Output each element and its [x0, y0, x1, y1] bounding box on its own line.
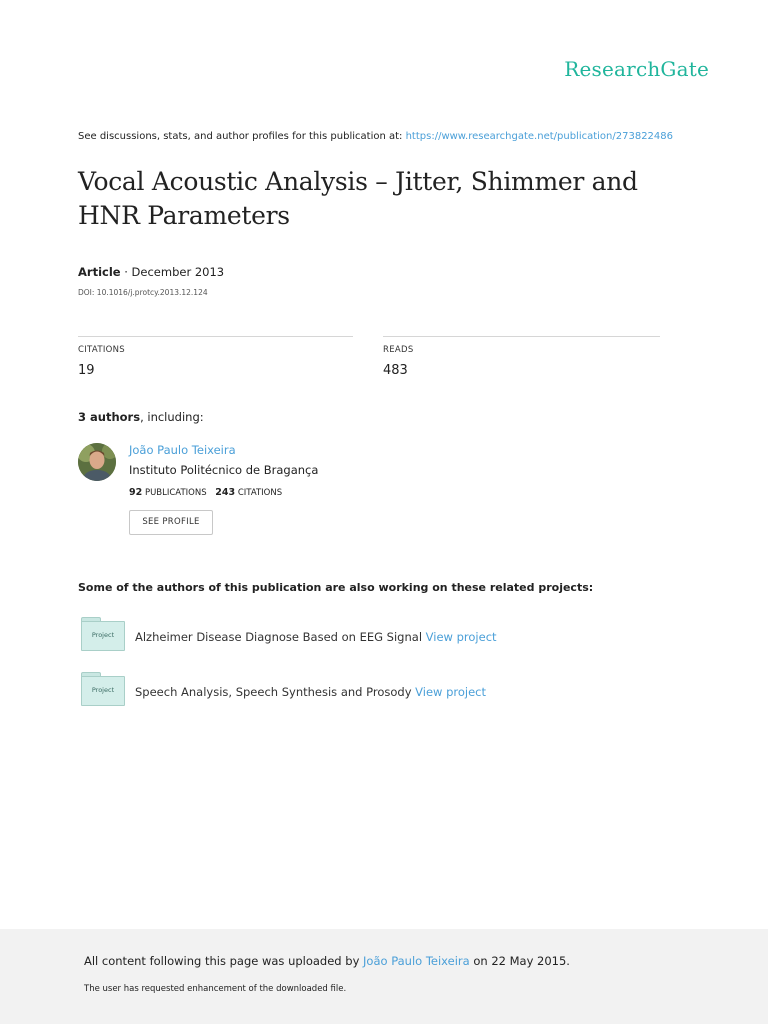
author-citations-count: 243	[215, 487, 236, 498]
view-project-link[interactable]: View project	[415, 685, 487, 699]
publication-url-link[interactable]: https://www.researchgate.net/publication/273822486	[405, 131, 674, 142]
related-projects-heading: Some of the authors of this publication are also working on these related projects:	[78, 581, 594, 594]
publication-type: Article	[78, 265, 121, 279]
citations-label: CITATIONS	[78, 345, 125, 355]
publication-meta	[78, 265, 224, 279]
author-stats	[129, 487, 282, 498]
author-institution: Instituto Politécnico de Bragança	[129, 463, 319, 477]
author-name-link[interactable]: João Paulo Teixeira	[129, 443, 236, 457]
discussion-prefix: See discussions, stats, and author profiles for this publication at:	[78, 131, 403, 142]
project-badge: Project	[91, 631, 115, 639]
discussion-line	[78, 131, 673, 142]
citations-value: 19	[78, 363, 95, 378]
project-title: Speech Analysis, Speech Synthesis and Prosody	[135, 685, 412, 699]
avatar[interactable]	[78, 443, 116, 481]
researchgate-logo[interactable]: ResearchGate	[564, 57, 709, 81]
view-project-link[interactable]: View project	[425, 630, 497, 644]
authors-suffix: , including:	[140, 410, 204, 424]
related-project-item	[81, 617, 641, 653]
upload-date: on 22 May 2015.	[473, 954, 570, 968]
reads-label: READS	[383, 345, 414, 355]
see-profile-button[interactable]: SEE PROFILE	[129, 510, 213, 535]
publication-title: Vocal Acoustic Analysis – Jitter, Shimmer and HNR Parameters	[78, 167, 638, 230]
authors-count: 3 authors	[78, 410, 141, 424]
project-title: Alzheimer Disease Diagnose Based on EEG Signal	[135, 630, 423, 644]
author-citations-label: CITATIONS	[237, 488, 283, 498]
project-text	[135, 685, 486, 699]
reads-value: 483	[383, 363, 408, 378]
citations-stat	[78, 336, 353, 378]
project-text	[135, 630, 497, 644]
enhancement-note: The user has requested enhancement of the downloaded file.	[84, 984, 347, 994]
project-folder-icon[interactable]	[81, 672, 125, 707]
project-folder-icon[interactable]	[81, 617, 125, 652]
author-publications-count: 92	[129, 487, 143, 498]
authors-heading	[78, 410, 204, 424]
upload-line	[84, 954, 570, 968]
related-project-item	[81, 672, 641, 708]
author-photo-icon	[78, 443, 116, 481]
author-publications-label: PUBLICATIONS	[144, 488, 207, 498]
upload-prefix: All content following this page was uploaded by	[84, 954, 360, 968]
uploader-link[interactable]: João Paulo Teixeira	[363, 954, 470, 968]
footer	[0, 929, 768, 1024]
reads-stat	[383, 336, 660, 378]
publication-date: · December 2013	[124, 265, 225, 279]
publication-doi: DOI: 10.1016/j.protcy.2013.12.124	[78, 288, 208, 297]
project-badge: Project	[91, 686, 115, 694]
